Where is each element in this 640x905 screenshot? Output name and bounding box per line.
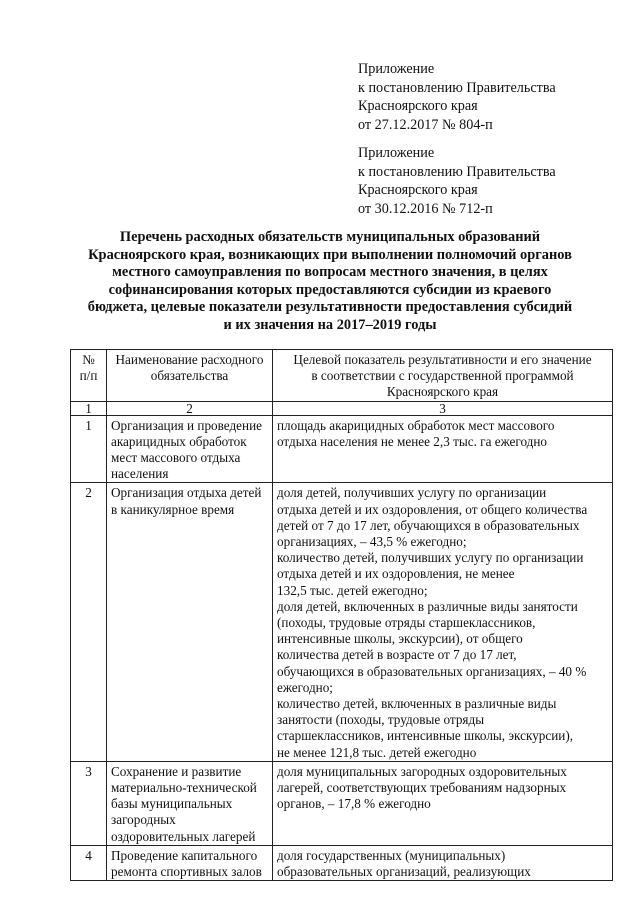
cell-line: старшеклассников, интенсивные школы, экскурсии),: [277, 728, 574, 744]
row-number: 2: [71, 483, 107, 761]
obligation-cell: [107, 761, 273, 845]
cell-line: отдыха детей и их оздоровления, не менее: [277, 566, 515, 582]
cell-line: населения: [111, 466, 169, 482]
obligation-cell: [107, 483, 273, 761]
cell-line: доля детей, получивших услугу по организации: [277, 485, 547, 501]
cell-line: доля детей, включенных в различные виды занятости: [277, 598, 578, 614]
title-line: Красноярского края, возникающих при выполнении полномочий органов: [88, 246, 572, 263]
cell-line: количество детей, получивших услугу по организации: [277, 550, 584, 566]
header-line: обязательства: [150, 368, 229, 384]
appendix-line: от 30.12.2016 № 712-п: [358, 200, 493, 217]
title-line: и их значения на 2017–2019 годы: [223, 316, 437, 333]
cell-line: лагерей, соответствующих требованиям надзорных: [277, 780, 567, 796]
cell-line: (походы, трудовые отряды старшеклассников,: [277, 615, 536, 631]
cell-line: Проведение капитального: [111, 847, 258, 863]
table-row: [71, 761, 613, 845]
appendix-line: Красноярского края: [358, 98, 478, 115]
header-line: Наименование расходного: [115, 352, 264, 367]
header-line: Красноярского края: [386, 384, 499, 400]
table-row: [71, 845, 613, 880]
header-line: п/п: [79, 368, 98, 384]
cell-line: оздоровительных лагерей: [111, 828, 256, 844]
cell-line: ежегодно;: [277, 679, 333, 695]
title-line: Перечень расходных обязательств муниципальных образований: [119, 229, 541, 245]
title-line: местного самоуправления по вопросам местного значения, в целях: [112, 264, 548, 281]
cell-line: площадь акарицидных обработок мест массового: [277, 417, 555, 433]
row-number: 3: [71, 761, 107, 845]
appendix-original-block: [358, 144, 556, 218]
column-number: 2: [107, 401, 273, 415]
title-line: бюджета, целевые показатели результативности предоставления субсидий: [87, 299, 573, 316]
cell-line: базы муниципальных: [111, 796, 233, 812]
cell-line: ремонта спортивных залов: [111, 864, 262, 880]
indicator-cell: [273, 415, 613, 483]
cell-line: мест массового отдыха: [111, 450, 241, 466]
cell-line: Организация и проведение: [111, 417, 262, 433]
column-number-row: [71, 401, 613, 415]
table-header-row: [71, 350, 613, 402]
appendix-line: к постановлению Правительства: [358, 163, 556, 180]
appendix-line: от 27.12.2017 № 804-п: [358, 116, 493, 133]
cell-line: материально-технической: [111, 780, 257, 796]
cell-line: организациях, – 43,5 % ежегодно;: [277, 534, 467, 550]
header-indicator: [273, 350, 613, 402]
appendix-line: Приложение: [358, 145, 435, 161]
cell-line: загородных: [111, 812, 176, 828]
cell-line: детей от 7 до 17 лет, обучающихся в образовательных: [277, 517, 580, 533]
cell-line: доля муниципальных загородных оздоровительных: [277, 763, 567, 779]
cell-line: Организация отдыха детей: [111, 485, 262, 501]
obligations-table: [70, 349, 613, 881]
indicator-cell: [273, 845, 613, 880]
column-number: 1: [71, 401, 107, 415]
indicator-cell: [273, 761, 613, 845]
header-line: в соответствии с государственной программой: [311, 368, 574, 384]
cell-line: занятости (походы, трудовые отряды: [277, 712, 485, 728]
indicator-cell: [273, 483, 613, 761]
cell-line: обучающихся в образовательных организациях, – 40 %: [277, 663, 587, 679]
cell-line: интенсивные школы, экскурсии), от общего: [277, 631, 523, 647]
document-title: [64, 229, 596, 335]
cell-line: органов, – 17,8 % ежегодно: [277, 796, 431, 812]
cell-line: не менее 121,8 тыс. детей ежегодно: [277, 744, 477, 760]
cell-line: доля государственных (муниципальных): [277, 847, 506, 863]
header-number: [71, 350, 107, 402]
cell-line: в каникулярное время: [111, 501, 235, 517]
cell-line: количество детей, включенных в различные виды: [277, 696, 557, 712]
cell-line: образовательных организаций, реализующих: [277, 864, 531, 880]
obligation-cell: [107, 415, 273, 483]
header-line: №: [82, 352, 95, 367]
table-row: [71, 483, 613, 761]
header-obligation: [107, 350, 273, 402]
row-number: 1: [71, 415, 107, 483]
cell-line: Сохранение и развитие: [111, 763, 242, 779]
row-number: 4: [71, 845, 107, 880]
table-row: [71, 415, 613, 483]
title-line: софинансирования которых предоставляются субсидии из краевого: [108, 281, 552, 298]
column-number: 3: [273, 401, 613, 415]
header-line: Целевой показатель результативности и его значение: [293, 352, 592, 367]
appendix-line: Приложение: [358, 61, 435, 77]
cell-line: отдыха детей и их оздоровления, от общего количества: [277, 501, 588, 517]
cell-line: количества детей в возрасте от 7 до 17 лет,: [277, 647, 517, 663]
obligation-cell: [107, 845, 273, 880]
appendix-current-block: [358, 60, 556, 134]
cell-line: отдыха населения не менее 2,3 тыс. га ежегодно: [277, 433, 548, 449]
appendix-line: Красноярского края: [358, 182, 478, 199]
cell-line: 132,5 тыс. детей ежегодно;: [277, 582, 428, 598]
cell-line: акарицидных обработок: [111, 433, 247, 449]
appendix-line: к постановлению Правительства: [358, 79, 556, 96]
